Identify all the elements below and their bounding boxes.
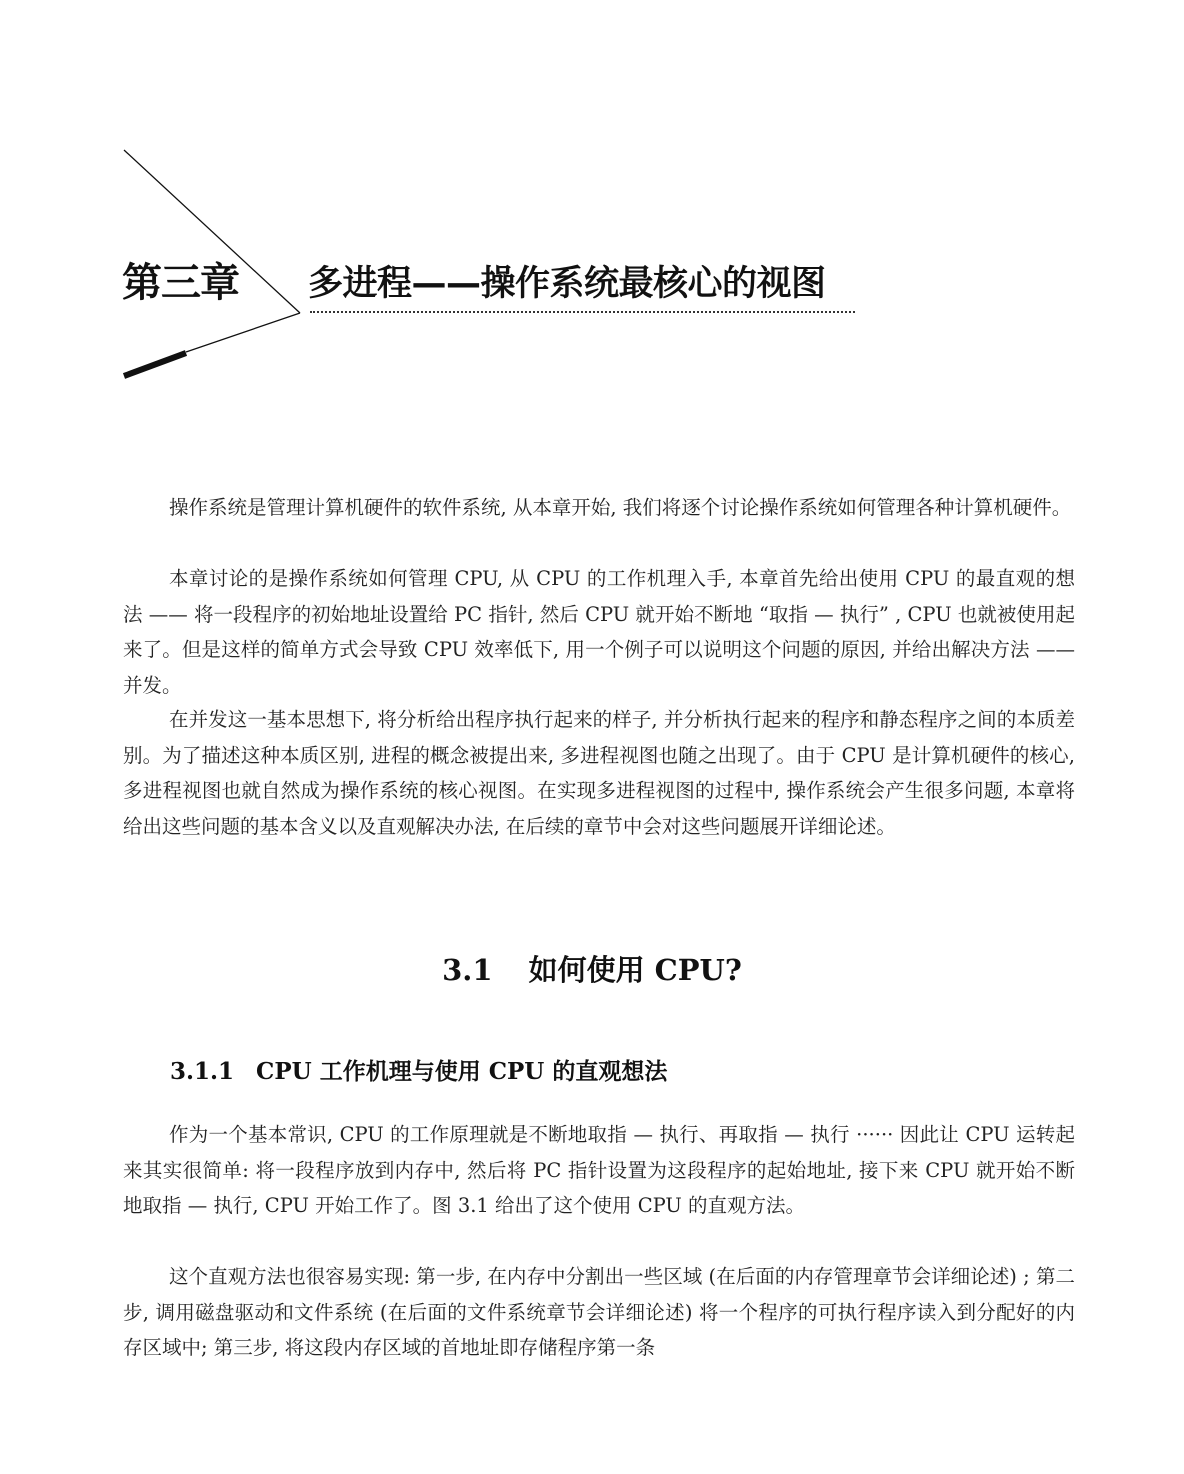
chapter-title-dotted-rule: [310, 311, 855, 313]
decoration-thick-bar: [124, 353, 186, 376]
chapter-decoration: [0, 0, 1184, 420]
body-paragraph: 这个直观方法也很容易实现: 第一步, 在内存中分割出一些区域 (在后面的内存管理章节会详细论述) ; 第二步, 调用磁盘驱动和文件系统 (在后面的文件系统章节会详细论述) 将一个程序的可执行程序读入到分配好的内存区域中; 第三步, 将这段内存区域的首地址即存储程序第一条: [123, 1265, 1075, 1359]
subsection-title: CPU 工作机理与使用 CPU 的直观想法: [256, 1058, 668, 1085]
chapter-label: 第三章: [122, 260, 239, 306]
subsection-heading: [170, 1053, 667, 1086]
intro-paragraph: 本章讨论的是操作系统如何管理 CPU, 从 CPU 的工作机理入手, 本章首先给出使用 CPU 的最直观的想法 —— 将一段程序的初始地址设置给 PC 指针, 然后 CPU 就开始不断地 “取指 — 执行” , CPU 也就被使用起来了。但是这样的简单方式会导致 CPU 效率低下, 用一个例子可以说明这个问题的原因, 并给出解决方法 —— 并发。: [123, 567, 1075, 697]
subsection-number: 3.1.1: [170, 1058, 235, 1085]
section-number: 3.1: [442, 953, 493, 987]
body-paragraph: 作为一个基本常识, CPU 的工作原理就是不断地取指 — 执行、再取指 — 执行 ······ 因此让 CPU 运转起来其实很简单: 将一段程序放到内存中, 然后将 PC 指针设置为这段程序的起始地址, 接下来 CPU 就开始不断地取指 — 执行, CPU 开始工作了。图 3.1 给出了这个使用 CPU 的直观方法。: [123, 1123, 1075, 1217]
decoration-lower-line: [186, 313, 300, 352]
intro-paragraph: 操作系统是管理计算机硬件的软件系统, 从本章开始, 我们将逐个讨论操作系统如何管理各种计算机硬件。: [169, 496, 1072, 519]
section-title: 如何使用 CPU?: [528, 953, 742, 987]
chapter-title: 多进程——操作系统最核心的视图: [308, 264, 826, 304]
section-heading: [0, 948, 1184, 989]
intro-paragraph: 在并发这一基本思想下, 将分析给出程序执行起来的样子, 并分析执行起来的程序和静态程序之间的本质差别。为了描述这种本质区别, 进程的概念被提出来, 多进程视图也随之出现了。由于 CPU 是计算机硬件的核心, 多进程视图也就自然成为操作系统的核心视图。在实现多进程视图的过程中, 操作系统会产生很多问题, 本章将给出这些问题的基本含义以及直观解决办法, 在后续的章节中会对这些问题展开详细论述。: [123, 708, 1075, 838]
